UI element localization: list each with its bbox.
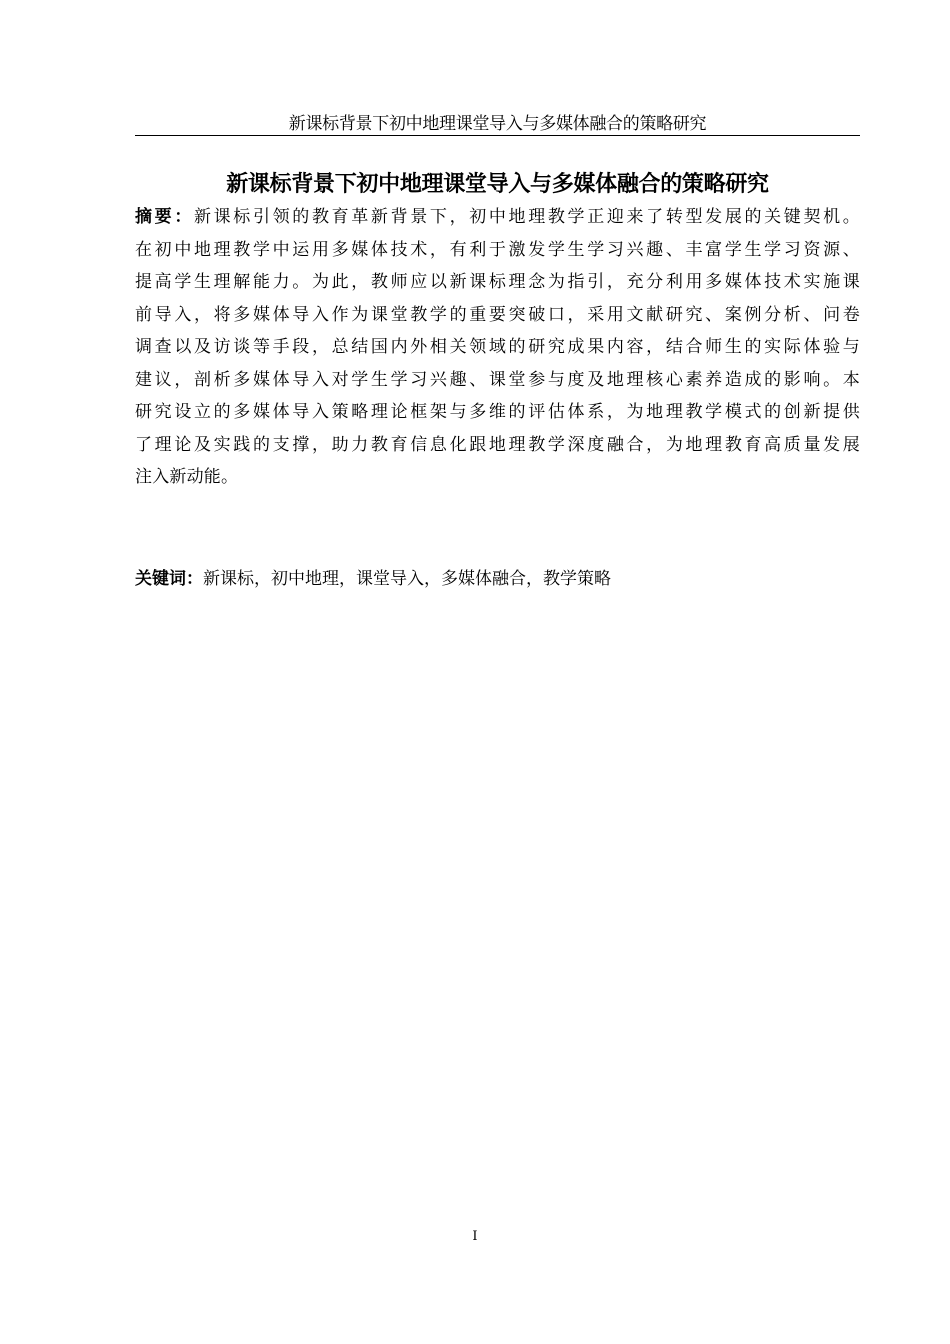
keywords-label: 关键词：: [135, 569, 203, 589]
keywords-text: 新课标，初中地理，课堂导入，多媒体融合，教学策略: [203, 569, 611, 589]
abstract-label: 摘要：: [135, 207, 194, 227]
abstract-line-1: [135, 201, 860, 234]
abstract-line-6: 建议，剖析多媒体导入对学生学习兴趣、课堂参与度及地理核心素养造成的影响。本: [135, 369, 860, 390]
keywords: [135, 564, 860, 594]
abstract-line-2: 在初中地理教学中运用多媒体技术，有利于激发学生学习兴趣、丰富学生学习资源、: [135, 239, 860, 260]
running-header-title: 新课标背景下初中地理课堂导入与多媒体融合的策略研究: [288, 114, 707, 134]
document-title: 新课标背景下初中地理课堂导入与多媒体融合的策略研究: [226, 172, 769, 197]
running-header: [135, 113, 860, 136]
abstract-line-8: 了理论及实践的支撑，助力教育信息化跟地理教学深度融合，为地理教育高质量发展: [135, 434, 860, 455]
abstract-line-text: 新课标引领的教育革新背景下，初中地理教学正迎来了转型发展的关键契机。: [193, 207, 860, 227]
abstract-line-5: 调查以及访谈等手段，总结国内外相关领域的研究成果内容，结合师生的实际体验与: [135, 337, 860, 357]
abstract: [135, 201, 860, 494]
abstract-line-9: 注入新动能。: [135, 467, 239, 487]
page-number: I: [472, 1229, 478, 1244]
abstract-line-4: 前导入，将多媒体导入作为课堂教学的重要突破口，采用文献研究、案例分析、问卷: [135, 304, 860, 325]
abstract-line-7: 研究设立的多媒体导入策略理论框架与多维的评估体系，为地理教学模式的创新提供: [135, 402, 860, 422]
abstract-line-3: 提高学生理解能力。为此，教师应以新课标理念为指引，充分利用多媒体技术实施课: [135, 272, 860, 292]
